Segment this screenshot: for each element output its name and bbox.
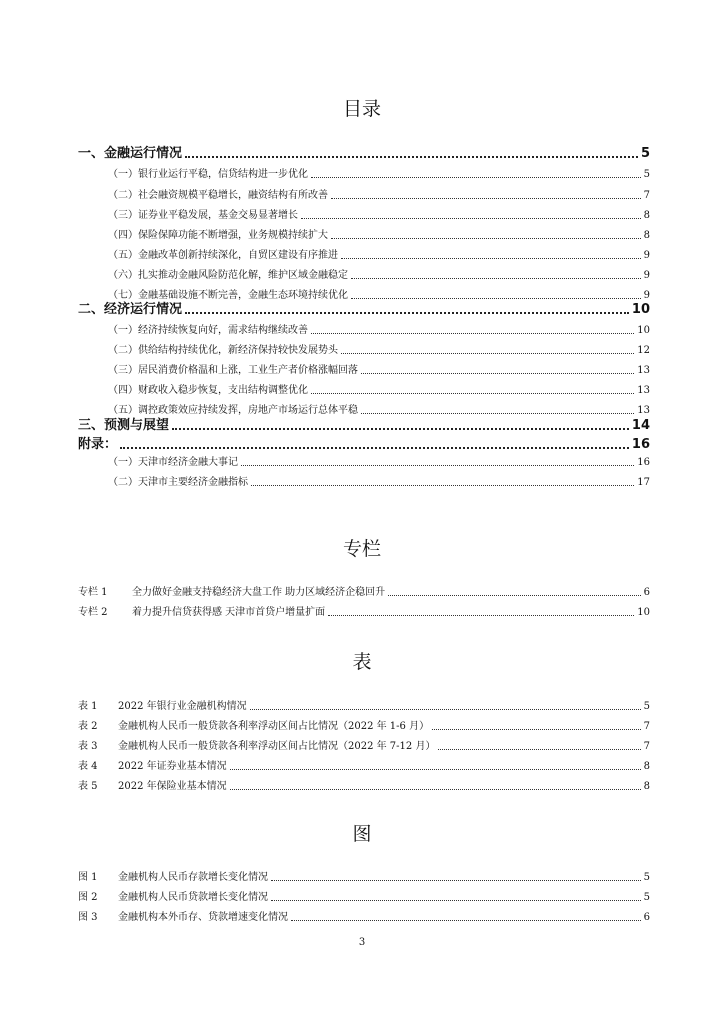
toc-entry[interactable] [78,378,650,398]
leader-dots [185,155,638,158]
leader-dots [230,788,641,790]
toc-entry-page: 13 [637,405,650,416]
figure-entry-title: 金融机构本外币存、贷款增速变化情况 [118,912,288,923]
toc-entry-text: 一、金融运行情况 [78,146,183,161]
toc-entry[interactable] [78,243,650,263]
table-entry-title: 2022 年保险业基本情况 [118,781,227,792]
toc-entry-text: （五）金融改革创新持续深化，自贸区建设有序推进 [108,250,338,261]
toc-entry-page: 8 [643,230,650,241]
table-entry-label: 表 1 [78,701,98,712]
leader-dots [331,237,641,239]
toc-entry[interactable] [78,142,650,162]
tables-title: 表 [352,651,372,673]
leader-dots [241,464,634,466]
toc-entry-text: （二）天津市主要经济金融指标 [108,477,248,488]
column-entry-title: 全力做好金融支持稳经济大盘工作 助力区域经济企稳回升 [132,587,386,598]
table-entry[interactable] [78,754,650,774]
toc-entry-text: （二）社会融资规模平稳增长，融资结构有所改善 [108,190,328,201]
toc-entry-text: （六）扎实推动金融风险防范化解，维护区域金融稳定 [108,270,348,281]
toc-entry-text: （四）保险保障功能不断增强，业务规模持续扩大 [108,230,328,241]
page-number: 3 [358,937,366,948]
figure-entry-title: 金融机构人民币存款增长变化情况 [118,872,268,883]
toc-entry-page: 10 [637,325,650,336]
figure-entry-page: 5 [643,892,650,903]
leader-dots [438,748,640,750]
toc-entry-text: 二、经济运行情况 [78,302,183,317]
leader-dots [432,728,641,730]
table-entry-label: 表 5 [78,781,98,792]
column-entry-label: 专栏 1 [78,587,108,598]
leader-dots [251,484,634,486]
toc-entry-page: 9 [643,270,650,281]
column-entry-page: 10 [637,607,650,618]
table-entry[interactable] [78,734,650,754]
leader-dots [331,197,641,199]
table-entry-page: 8 [643,781,650,792]
toc-entry-text: （一）经济持续恢复向好，需求结构继续改善 [108,325,308,336]
figure-entry-page: 6 [643,912,650,923]
table-entry-label: 表 2 [78,721,98,732]
leader-dots [311,176,641,178]
toc-entry[interactable] [78,203,650,223]
figure-entry[interactable] [78,885,650,905]
column-entry[interactable] [78,600,650,620]
toc-entry-text: 附录： [78,437,118,452]
table-entry[interactable] [78,714,650,734]
column-entry-page: 6 [643,587,650,598]
toc-entry[interactable] [78,338,650,358]
figure-entry-title: 金融机构人民币贷款增长变化情况 [118,892,268,903]
toc-entry[interactable] [78,470,650,490]
table-entry-title: 金融机构人民币一般贷款各利率浮动区间占比情况（2022 年 1-6 月） [118,721,430,732]
leader-dots [351,277,641,279]
leader-dots [250,708,641,710]
toc-entry-page: 8 [643,210,650,221]
toc-entry-text: （七）金融基础设施不断完善，金融生态环境持续优化 [108,290,348,301]
toc-entry-text: （一）银行业运行平稳，信贷结构进一步优化 [108,169,308,180]
table-entry-title: 2022 年证券业基本情况 [118,761,227,772]
toc-entry[interactable] [78,263,650,283]
table-entry-page: 7 [643,741,650,752]
toc-entry-text: （五）调控政策效应持续发挥，房地产市场运行总体平稳 [108,405,358,416]
leader-dots [301,217,641,219]
leader-dots [271,879,641,881]
leader-dots [185,311,629,314]
leader-dots [291,919,641,921]
leader-dots [230,768,641,770]
figure-entry[interactable] [78,905,650,925]
leader-dots [311,332,634,334]
leader-dots [361,372,634,374]
toc-entry[interactable] [78,358,650,378]
toc-entry-text: （三）证券业平稳发展，基金交易显著增长 [108,210,298,221]
toc-entry[interactable] [78,223,650,243]
table-entry[interactable] [78,774,650,794]
toc-entry-text: 三、预测与展望 [78,418,170,433]
toc-entry[interactable] [78,450,650,470]
columns-title: 专栏 [342,538,381,560]
table-entry-page: 8 [643,761,650,772]
toc-entry-page: 16 [637,457,650,468]
toc-entry-page: 14 [631,418,650,433]
figure-entry-page: 5 [643,872,650,883]
figure-entry[interactable] [78,865,650,885]
table-entry-label: 表 4 [78,761,98,772]
toc-entry[interactable] [78,183,650,203]
leader-dots [388,594,640,596]
column-entry-label: 专栏 2 [78,607,108,618]
toc-entry-text: （一）天津市经济金融大事记 [108,457,238,468]
table-entry-label: 表 3 [78,741,98,752]
figure-entry-label: 图 3 [78,912,98,923]
table-entry-page: 7 [643,721,650,732]
leader-dots [341,257,641,259]
toc-entry-text: （四）财政收入稳步恢复，支出结构调整优化 [108,385,308,396]
toc-entry-page: 16 [631,437,650,452]
figures-title: 图 [352,823,372,845]
toc-entry[interactable] [78,414,650,434]
figure-entry-label: 图 2 [78,892,98,903]
toc-entry[interactable] [78,298,650,318]
toc-entry-page: 7 [643,190,650,201]
toc-entry-page: 9 [643,250,650,261]
toc-title: 目录 [342,98,381,120]
table-entry-title: 2022 年银行业金融机构情况 [118,701,247,712]
column-entry-title: 着力提升信贷获得感 天津市首贷户增量扩面 [132,607,326,618]
table-entry-title: 金融机构人民币一般贷款各利率浮动区间占比情况（2022 年 7-12 月） [118,741,436,752]
toc-entry-page: 10 [631,302,650,317]
toc-entry[interactable] [78,318,650,338]
leader-dots [341,352,634,354]
leader-dots [328,614,634,616]
toc-entry-page: 5 [643,169,650,180]
table-entry-page: 5 [643,701,650,712]
toc-entry-page: 5 [640,146,650,161]
column-entry[interactable] [78,580,650,600]
figure-entry-label: 图 1 [78,872,98,883]
toc-entry-page: 12 [637,345,650,356]
toc-entry-page: 17 [637,477,650,488]
toc-entry-page: 9 [643,290,650,301]
table-entry[interactable] [78,694,650,714]
toc-entry-text: （二）供给结构持续优化，新经济保持较快发展势头 [108,345,338,356]
toc-entry[interactable] [78,162,650,182]
toc-entry-page: 13 [637,365,650,376]
leader-dots [271,899,641,901]
toc-entry-page: 13 [637,385,650,396]
toc-entry-text: （三）居民消费价格温和上涨，工业生产者价格涨幅回落 [108,365,358,376]
leader-dots [172,427,629,430]
leader-dots [311,392,634,394]
leader-dots [120,446,629,449]
